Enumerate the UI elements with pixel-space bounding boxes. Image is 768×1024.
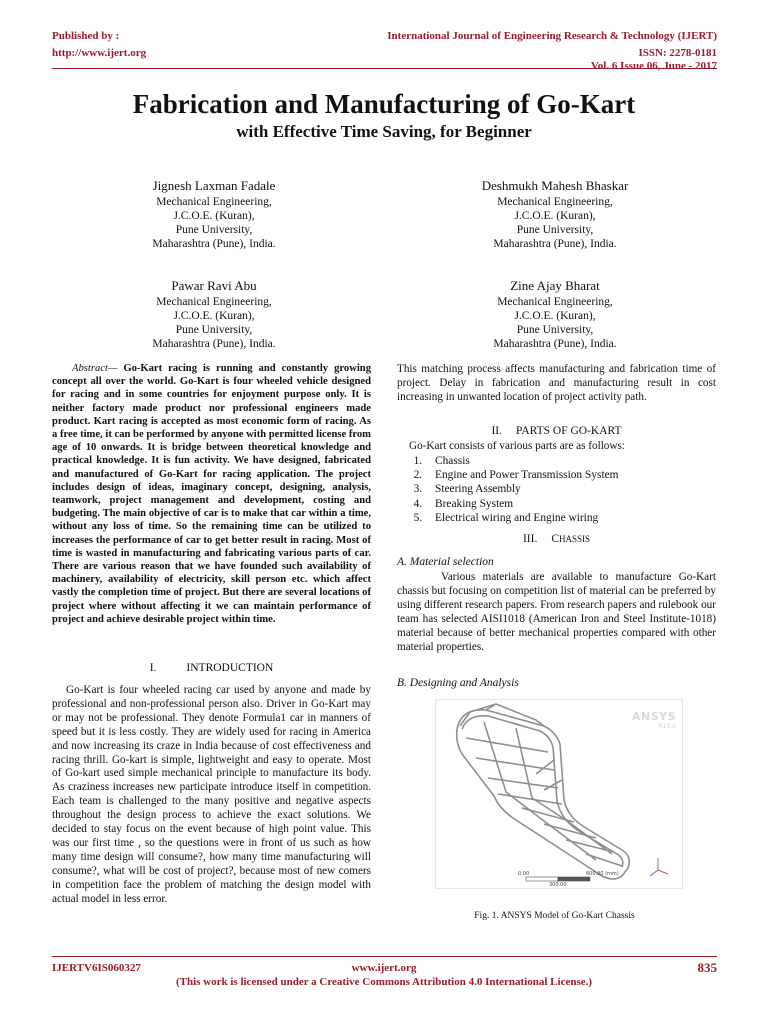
paper-subtitle: with Effective Time Saving, for Beginner: [236, 122, 532, 141]
paper-id: IJERTV6IS060327: [52, 962, 141, 974]
abstract-text: Go-Kart racing is running and constantly growing concept all over the world. Go-Kart is four wheeled vehicle designed for racing and in some countries for enjoyment purpose only. It is neither factory made product nor professional engineers made product. Kart racing is accepted as most economic form of racing. As a free time, it can be performed by anyone with permitted license from age of 10 onwards. It is bridge between theoretical knowledge and practical knowledge. It is fun activity. We have designed, fabricated and manufactured of Go-Kart for racing application. The project includes design of ideas, imaginary concept, designing, analysis, teamwork, project management and development, costing and budgeting. The main objective of car is to make that car within a time, without any loss of time. So the remaining time can be utilized to increases the performance of car to get better result in racing. Most of time is wasted in manufacturing and fabricating various parts of car. There are various reason that we have founded such availability of machinery, availability of electricity, skill person etc. which affect vastly the completion time of project. But there are several locations of project where without affecting it we can maintain performance of project and achieve desirable project within time.: [52, 363, 371, 625]
right-intro-body: [397, 363, 716, 405]
abstract-label: Abstract: [72, 363, 108, 374]
paper-title: Fabrication and Manufacturing of Go-Kart: [132, 89, 636, 119]
author-college: J.C.O.E. (Kuran),: [173, 310, 255, 322]
author-univ: Pune University,: [516, 224, 594, 236]
author-college: J.C.O.E. (Kuran),: [173, 210, 255, 222]
volume-issue: Vol. 6 Issue 06, June - 2017: [590, 60, 717, 72]
website-link[interactable]: http://www.ijert.org: [52, 47, 147, 59]
list-item: 4. Breaking System: [425, 497, 716, 511]
scale-label-left: 0.00: [518, 871, 530, 877]
section-title-rest: HASSIS: [559, 534, 591, 544]
author-place: Maharashtra (Pune), India.: [152, 238, 276, 250]
subsection-designing-analysis: B. Designing and Analysis: [397, 677, 519, 689]
ansys-version: R15.0: [658, 723, 676, 730]
scale-label-right: 600.00 (mm): [586, 871, 619, 877]
issn: ISSN: 2278-0181: [638, 47, 717, 59]
author-name: Zine Ajay Bharat: [510, 278, 600, 293]
scale-label-mid: 300.00: [549, 882, 567, 888]
ansys-brand: ANSYS: [631, 710, 676, 723]
author-dept: Mechanical Engineering,: [497, 196, 613, 208]
list-item: 2. Engine and Power Transmission System: [425, 468, 716, 482]
right-intro-paragraph: This matching process affects manufacturing and fabrication time of project. Delay in fabrication and manufacturing result in cost increasing in unwanted location of project activity path.: [397, 363, 716, 403]
footer-website-link[interactable]: www.ijert.org: [351, 962, 417, 974]
author-college: J.C.O.E. (Kuran),: [514, 210, 596, 222]
section-title: PARTS OF GO-KART: [515, 425, 622, 437]
author-block: [440, 277, 670, 351]
parts-list: [399, 454, 716, 525]
footer-rule: [52, 956, 717, 957]
section-title: INTRODUCTION: [186, 662, 274, 674]
journal-name: International Journal of Engineering Research & Technology (IJERT): [387, 30, 717, 42]
chassis-frame-drawing: [436, 700, 682, 888]
section-title-initial: C: [551, 533, 560, 545]
section-heading-introduction: [52, 662, 371, 674]
section-heading-chassis: [397, 533, 716, 545]
list-item: 1. Chassis: [425, 454, 716, 468]
section-number: I.: [149, 662, 157, 674]
author-univ: Pune University,: [175, 324, 253, 336]
license-note: (This work is licensed under a Creative Commons Attribution 4.0 International License.): [175, 976, 593, 988]
page-number: 835: [697, 960, 717, 975]
material-body: [397, 571, 716, 654]
introduction-body: [52, 684, 371, 907]
author-block: [99, 277, 329, 351]
introduction-paragraph: Go-Kart is four wheeled racing car used by anyone and made by professional and non-professional person also. Driver in Go-Kart may or may not be professional. They denote Formula1 car in manners of speed but it is less costly. They are widely used for racing in America and now increasing its craze in India because of cost effectiveness and racing thrill. Go-kart is simple, lightweight and easy to operate. Most of Go-kart used simple mechanical principle to manufacture its body. As craziness increases new participate introduce itself in competition. Each team is challenged to the many positive and negative aspects throughout the design process to achieve the exact solutions. We decided to stay focus on the event because of high point value. This was our first time , so the questions were in front of us such as how many time design will consume?, how many time manufacturing will consume?, what will be cost of project?, because most of new comers in competition face the problem of matching the design model with actual model in less error.: [52, 684, 371, 905]
section-number: II.: [491, 425, 502, 437]
author-dept: Mechanical Engineering,: [156, 296, 272, 308]
author-dept: Mechanical Engineering,: [497, 296, 613, 308]
subsection-material-selection: A. Material selection: [397, 556, 494, 568]
author-dept: Mechanical Engineering,: [156, 196, 272, 208]
author-college: J.C.O.E. (Kuran),: [514, 310, 596, 322]
author-block: [440, 177, 670, 251]
material-paragraph: Various materials are available to manufacture Go-Kart chassis but focusing on competition list of material can be preferred by using different research papers. From research papers and rulebook our team has selected AISI1018 (American Iron and Steel Institute-1018) material because of better mechanical properties compared with other material properties.: [397, 571, 716, 653]
author-block: [99, 177, 329, 251]
author-univ: Pune University,: [516, 324, 594, 336]
list-item: 3. Steering Assembly: [425, 482, 716, 496]
author-place: Maharashtra (Pune), India.: [493, 338, 617, 350]
section-heading-parts: [397, 425, 716, 437]
author-place: Maharashtra (Pune), India.: [152, 338, 276, 350]
author-name: Jignesh Laxman Fadale: [152, 178, 276, 193]
parts-lead: Go-Kart consists of various parts are as follows:: [409, 440, 625, 452]
ansys-chassis-figure: [435, 699, 683, 889]
author-name: Deshmukh Mahesh Bhaskar: [481, 178, 629, 193]
author-univ: Pune University,: [175, 224, 253, 236]
published-by: Published by :: [52, 30, 120, 42]
author-place: Maharashtra (Pune), India.: [493, 238, 617, 250]
header-rule: [52, 68, 717, 69]
abstract: Abstract— Go-Kart racing is running and constantly growing concept all over the world. Go-Kart is four wheeled vehicle designed for racing and in some countries for enjoyment purpose only. It is neither factory made product nor professional engineers made product. Kart racing is accepted as most economic form of racing. As a free time, it can be performed by anyone with permitted license from age of 10 onwards. It is bridge between theoretical knowledge and practical knowledge. It is fun activity. We have designed, fabricated and manufactured of Go-Kart for racing application. The project includes design of ideas, imaginary concept, designing, analysis, teamwork, project management and development, costing and budgeting. The main objective of car is to make that car within a time, without any loss of time. So the remaining time can be utilized to increases the performance of car to get better result in racing. Most of time is wasted in manufacturing and fabricating various parts of car. There are various reason that we have founded such availability of machinery, availability of electricity, skill person etc. which affect vastly the completion time of project. But there are several locations of project where without affecting it we can maintain performance of project and achieve desirable project within time.: [52, 363, 371, 625]
section-number: III.: [522, 533, 538, 545]
figure-caption: Fig. 1. ANSYS Model of Go-Kart Chassis: [474, 911, 635, 921]
author-name: Pawar Ravi Abu: [171, 278, 257, 293]
list-item: 5. Electrical wiring and Engine wiring: [425, 511, 716, 525]
